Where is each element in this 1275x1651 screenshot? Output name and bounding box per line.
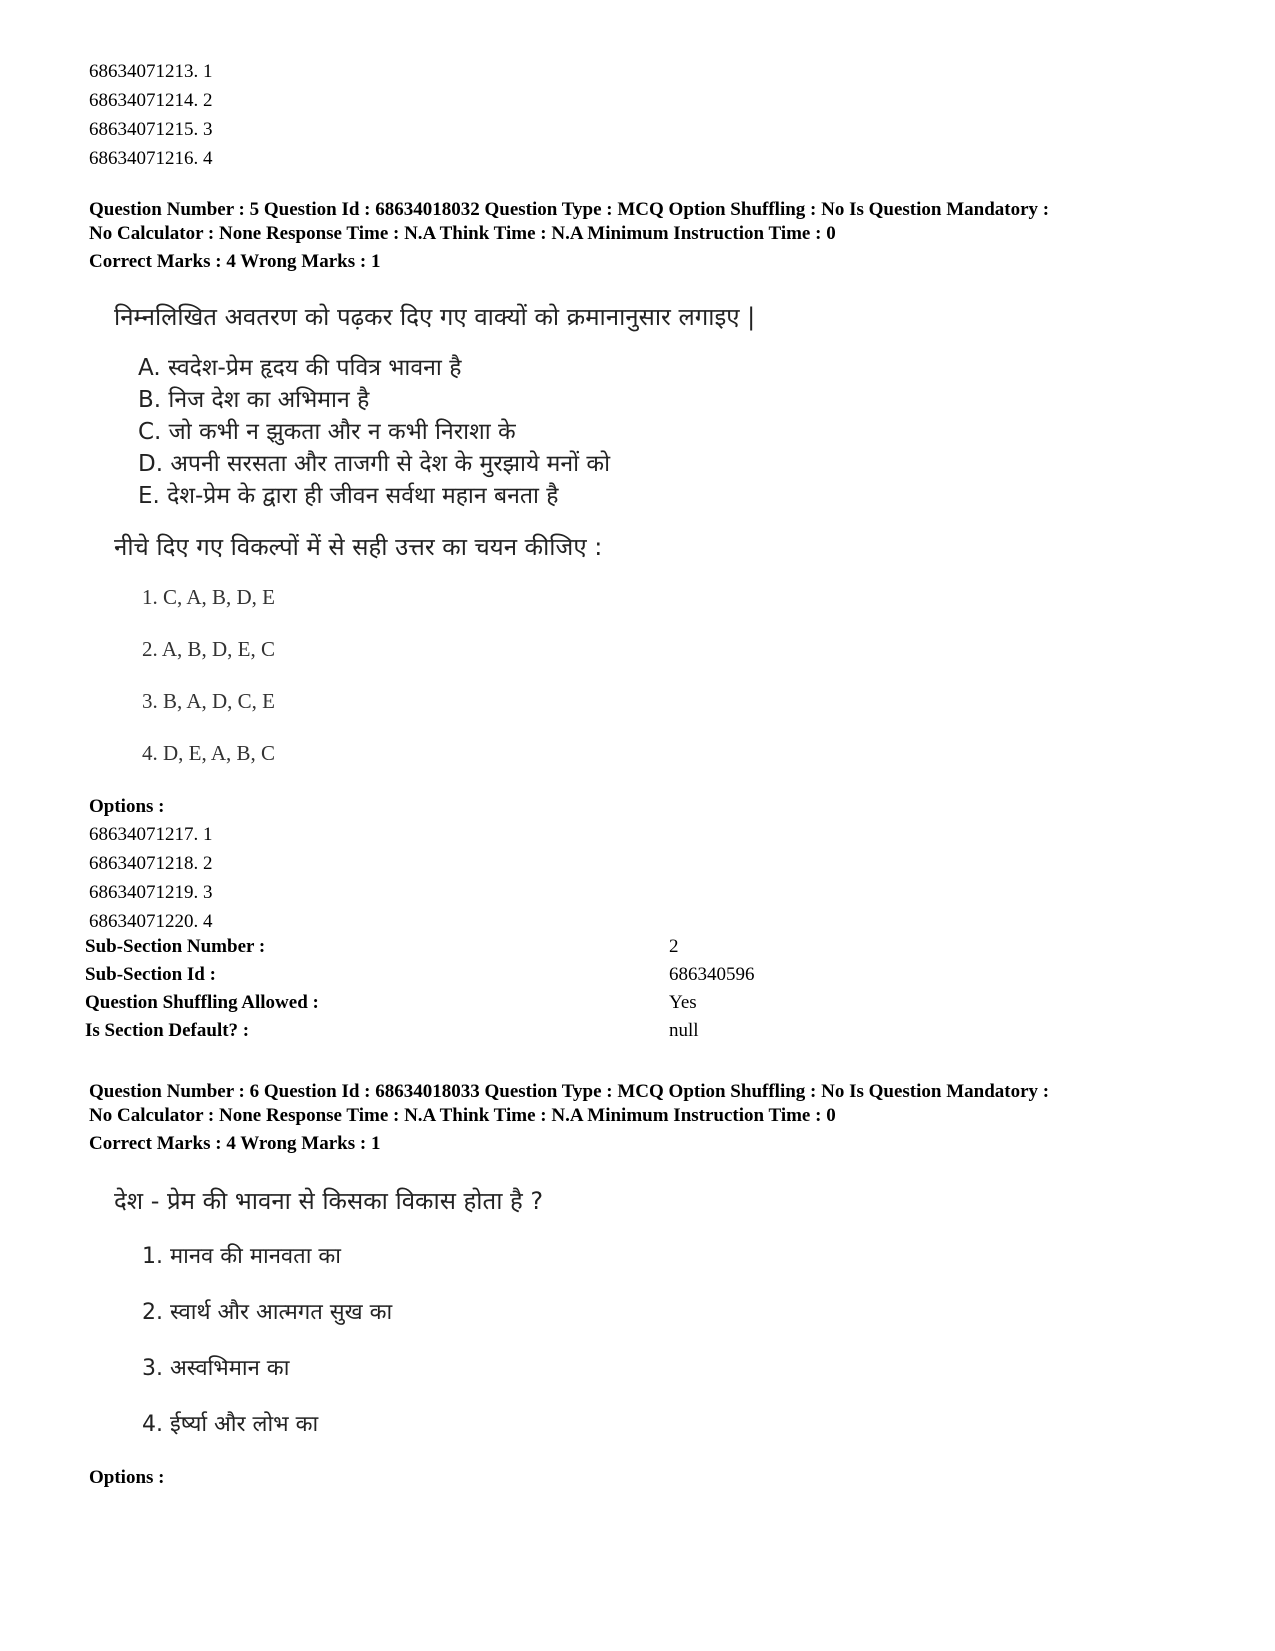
subsection-label: Sub-Section Id : — [85, 964, 216, 985]
subsection-label: Sub-Section Number : — [85, 936, 266, 957]
q5-choice: 3. B, A, D, C, E — [142, 689, 276, 713]
subsection-value: Yes — [669, 992, 697, 1013]
subsection-row — [85, 1020, 785, 1048]
q6-choice: 1. मानव की मानवता का — [142, 1244, 341, 1269]
q5-statement: E. देश-प्रेम के द्वारा ही जीवन सर्वथा महान बनता है — [138, 483, 559, 509]
option-id-line: 68634071213. 1 — [89, 61, 213, 82]
q5-choice: 1. C, A, B, D, E — [142, 585, 276, 609]
option-id-line: 68634071216. 4 — [89, 148, 213, 169]
top-options-list — [89, 57, 213, 173]
q5-statement: C. जो कभी न झुकता और न कभी निराशा के — [138, 419, 516, 445]
q5-instruction: नीचे दिए गए विकल्पों में से सही उत्तर का चयन कीजिए : — [114, 533, 603, 561]
option-id-line: 68634071219. 3 — [89, 882, 213, 903]
q5-statements — [138, 352, 610, 512]
q5-statement: D. अपनी सरसता और ताजगी से देश के मुरझाये मनों को — [138, 451, 611, 477]
q6-meta-line1: Question Number : 6 Question Id : 68634018033 Question Type : MCQ Option Shuffling : No Is Question Mandatory : — [89, 1081, 1050, 1102]
subsection-label: Question Shuffling Allowed : — [85, 992, 319, 1013]
q6-choice: 3. अस्वभिमान का — [142, 1356, 290, 1381]
subsection-value: 686340596 — [669, 964, 755, 985]
q6-meta — [89, 1080, 1239, 1156]
option-id-line: 68634071220. 4 — [89, 911, 213, 932]
q5-choice: 2. A, B, D, E, C — [142, 637, 276, 661]
q6-stem: देश - प्रेम की भावना से किसका विकास होता है ? — [114, 1187, 544, 1215]
q5-statement: A. स्वदेश-प्रेम हृदय की पवित्र भावना है — [138, 355, 462, 381]
subsection-row — [85, 992, 785, 1020]
q5-meta-line1: Question Number : 5 Question Id : 68634018032 Question Type : MCQ Option Shuffling : No Is Question Mandatory : — [89, 199, 1050, 220]
q5-marks: Correct Marks : 4 Wrong Marks : 1 — [89, 251, 381, 272]
q6-meta-line2: No Calculator : None Response Time : N.A Think Time : N.A Minimum Instruction Time : 0 — [89, 1105, 836, 1126]
subsection-label: Is Section Default? : — [85, 1020, 250, 1041]
q5-statement: B. निज देश का अभिमान है — [138, 387, 370, 413]
q5-meta — [89, 198, 1239, 274]
subsection-value: 2 — [669, 936, 679, 957]
subsection-info — [85, 936, 785, 1048]
q6-marks: Correct Marks : 4 Wrong Marks : 1 — [89, 1133, 381, 1154]
options-label: Options : — [89, 1467, 165, 1488]
subsection-row — [85, 936, 785, 964]
q5-choice: 4. D, E, A, B, C — [142, 741, 276, 765]
option-id-line: 68634071218. 2 — [89, 853, 213, 874]
subsection-row — [85, 964, 785, 992]
q5-options — [89, 794, 213, 936]
q6-choice: 4. ईर्ष्या और लोभ का — [142, 1412, 319, 1437]
q6-choice: 2. स्वार्थ और आत्मगत सुख का — [142, 1300, 393, 1325]
q5-stem: निम्नलिखित अवतरण को पढ़कर दिए गए वाक्यों को क्रमानानुसार लगाइए | — [114, 303, 756, 331]
subsection-value: null — [669, 1020, 699, 1041]
option-id-line: 68634071217. 1 — [89, 824, 213, 845]
option-id-line: 68634071215. 3 — [89, 119, 213, 140]
options-label: Options : — [89, 796, 165, 817]
option-id-line: 68634071214. 2 — [89, 90, 213, 111]
q5-meta-line2: No Calculator : None Response Time : N.A Think Time : N.A Minimum Instruction Time : 0 — [89, 223, 836, 244]
